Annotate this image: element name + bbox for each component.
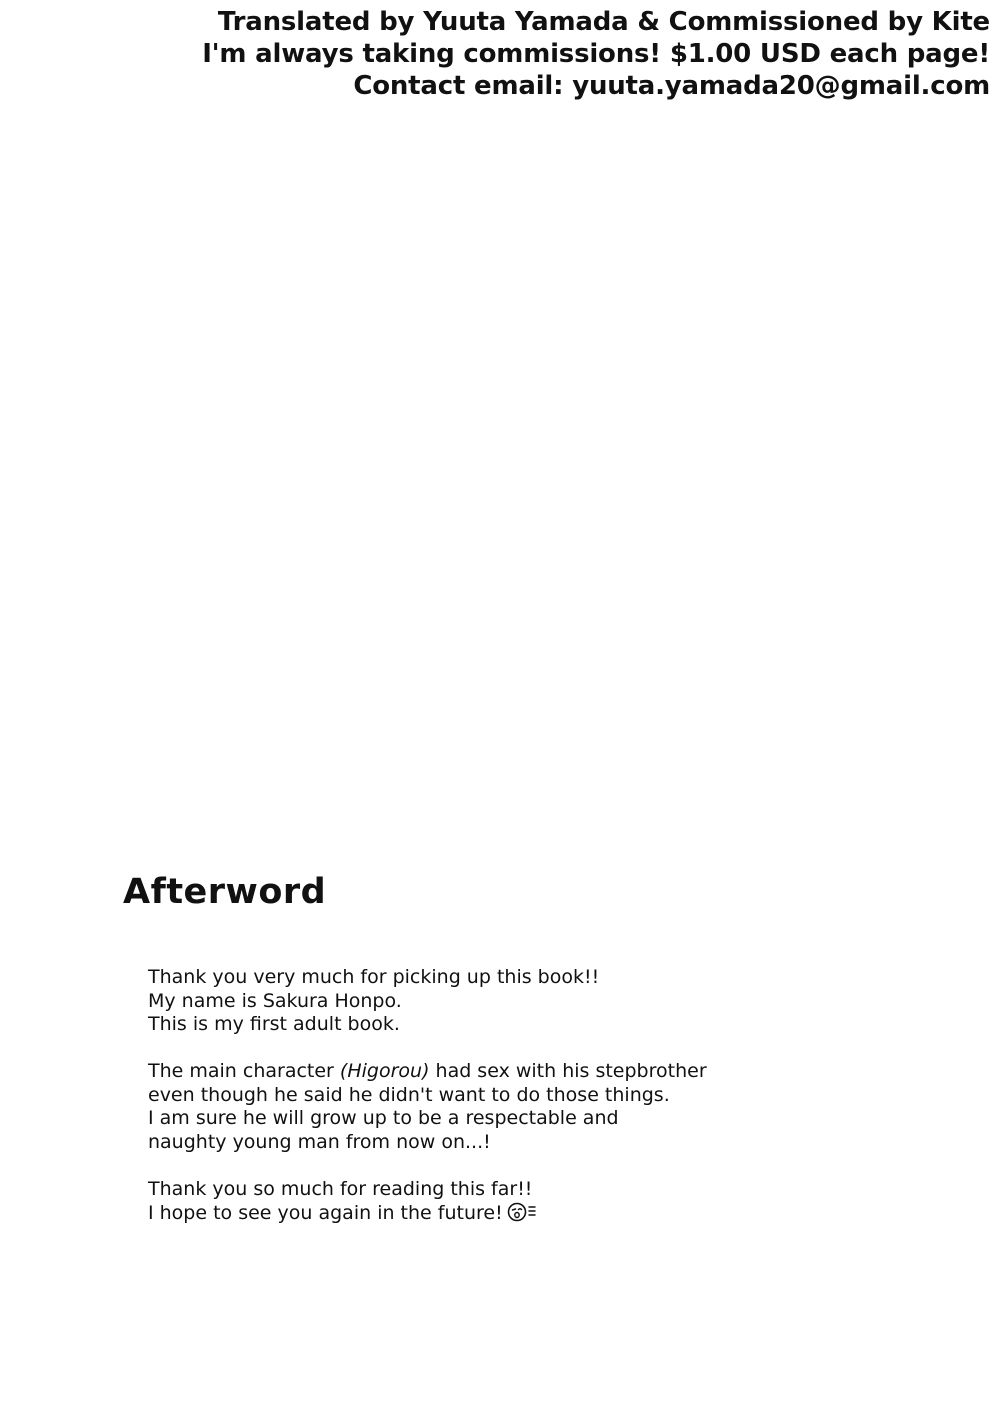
afterword-paragraph: [148, 1178, 707, 1226]
translator-credits: [202, 6, 990, 102]
afterword-title: Afterword: [123, 872, 327, 912]
afterword-line: Thank you so much for reading this far!!: [148, 1177, 533, 1200]
afterword-line: My name is Sakura Honpo.: [148, 989, 402, 1012]
afterword-line: [148, 1201, 707, 1226]
afterword-line: even though he said he didn't want to do those things.: [148, 1083, 670, 1106]
afterword-line-text: had sex with his stepbrother: [429, 1060, 707, 1082]
character-name: (Higorou): [339, 1060, 430, 1082]
afterword-body: [148, 966, 707, 1249]
credits-line-translator: Translated by Yuuta Yamada & Commissioned by Kite: [217, 7, 990, 37]
credits-line-commissions: I'm always taking commissions! $1.00 USD each page!: [202, 39, 990, 69]
winking-face-icon: [507, 1202, 527, 1222]
afterword-line: I am sure he will grow up to be a respectable and: [148, 1107, 619, 1129]
afterword-paragraph: [148, 1060, 707, 1154]
afterword-line: [148, 1060, 707, 1084]
motion-lines-icon: [528, 1201, 536, 1225]
afterword-paragraph: [148, 966, 707, 1037]
afterword-line: naughty young man from now on...!: [148, 1130, 491, 1153]
afterword-line: Thank you very much for picking up this book!!: [148, 966, 600, 988]
afterword-line-text: The main character: [148, 1060, 340, 1082]
afterword-line-text: I hope to see you again in the future!: [148, 1202, 503, 1224]
credits-line-contact: Contact email: yuuta.yamada20@gmail.com: [353, 71, 990, 101]
afterword-line: This is my first adult book.: [148, 1013, 400, 1035]
